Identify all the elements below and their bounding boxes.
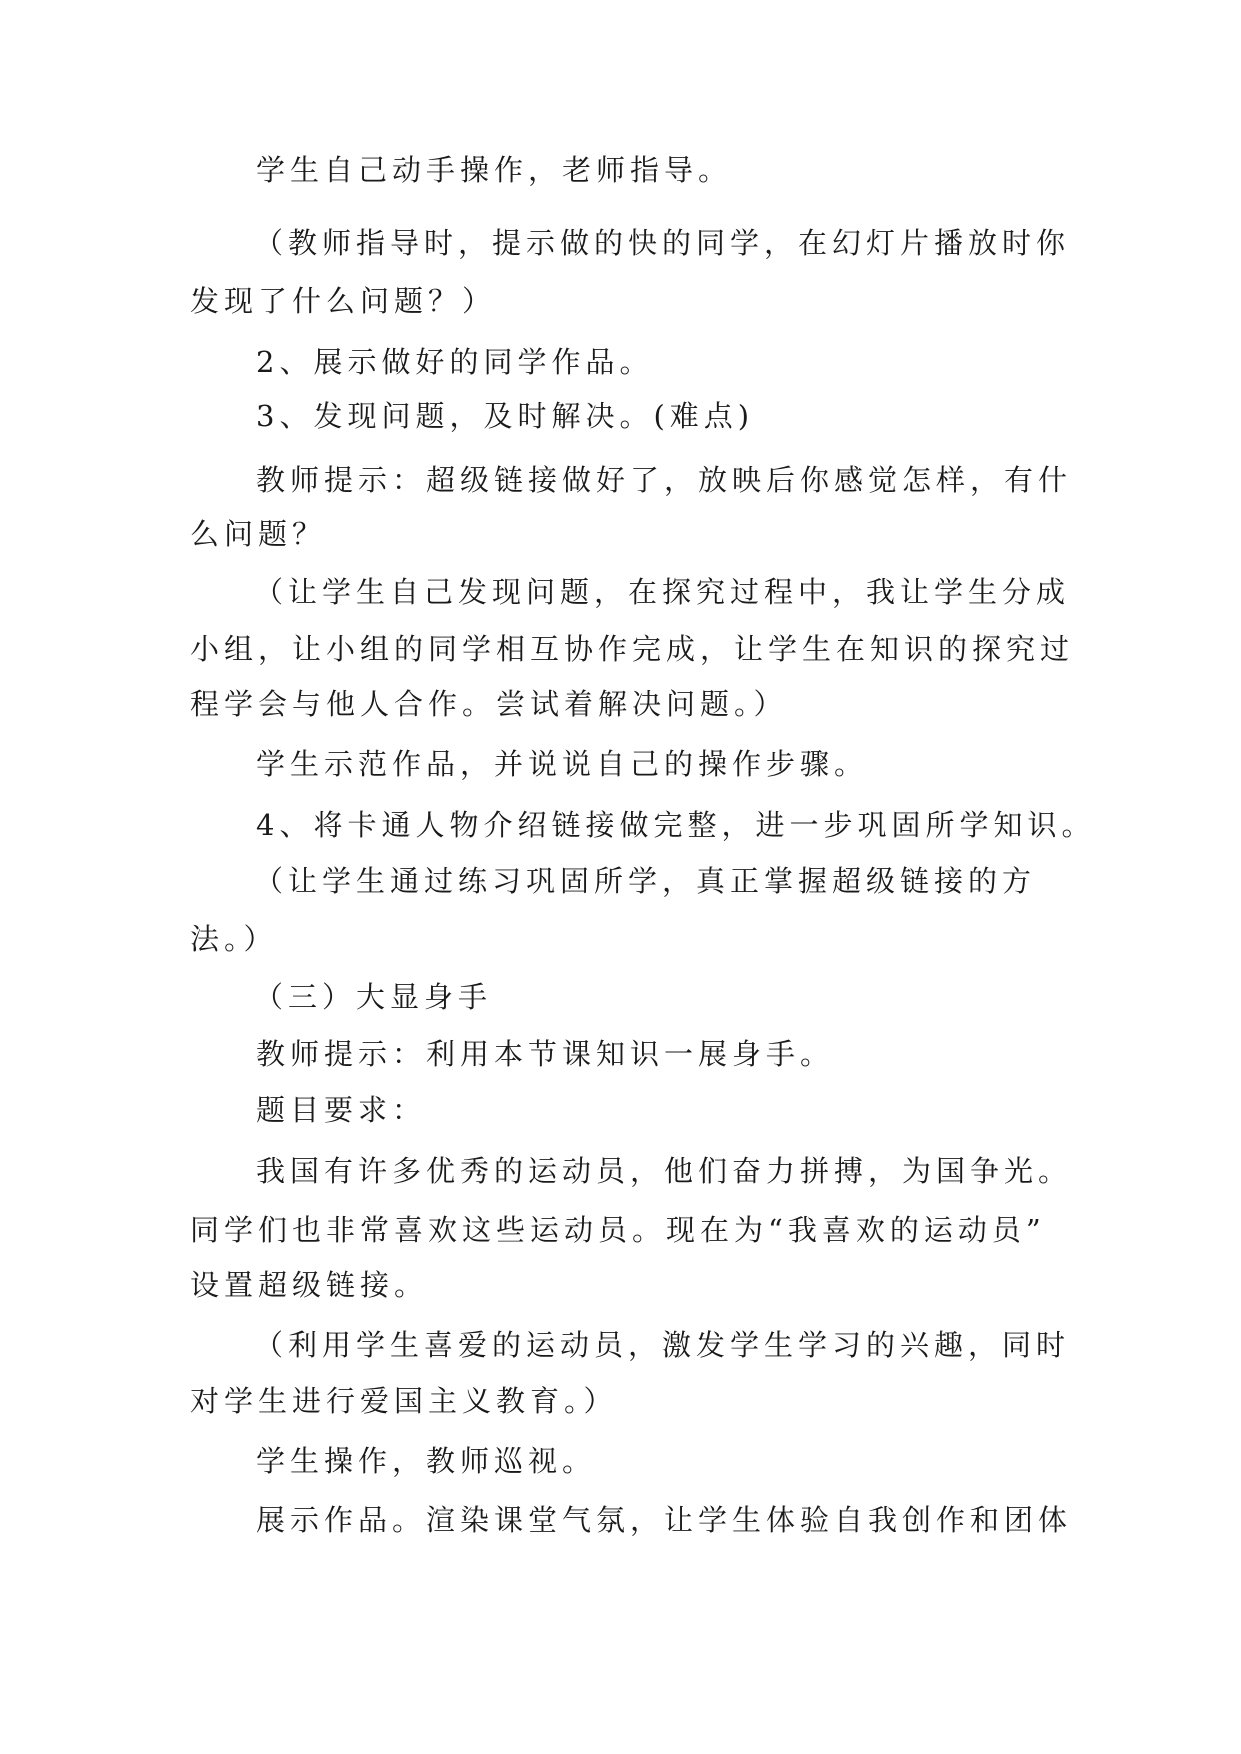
text-line: 3、发现问题，及时解决。(难点) — [256, 399, 755, 433]
text-line: 教师提示：超级链接做好了，放映后你感觉怎样，有什 — [256, 463, 1073, 497]
text-line: 题目要求： — [256, 1093, 427, 1127]
text-line: 学生示范作品，并说说自己的操作步骤。 — [256, 747, 869, 781]
text-line: （利用学生喜爱的运动员，激发学生学习的兴趣，同时 — [254, 1328, 1071, 1362]
text-line: （让学生通过练习巩固所学，真正掌握超级链接的方 — [254, 864, 1037, 898]
section-heading: （三）大显身手 — [254, 980, 493, 1014]
text-line: 对学生进行爱国主义教育。） — [190, 1384, 618, 1418]
text-line: 法。） — [190, 922, 278, 956]
text-line: 我国有许多优秀的运动员，他们奋力拼搏，为国争光。 — [256, 1154, 1073, 1188]
text-line: 发现了什么问题？） — [190, 284, 497, 318]
text-line: 4、将卡通人物介绍链接做完整，进一步巩固所学知识。 — [256, 808, 1096, 842]
text-line: 学生自己动手操作，老师指导。 — [256, 153, 733, 187]
text-line: 教师提示：利用本节课知识一展身手。 — [256, 1037, 835, 1071]
text-line: 展示作品。渲染课堂气氛，让学生体验自我创作和团体 — [256, 1503, 1073, 1537]
text-line: （让学生自己发现问题，在探究过程中，我让学生分成 — [254, 575, 1071, 609]
text-line: 2、展示做好的同学作品。 — [256, 345, 654, 379]
text-line: 设置超级链接。 — [190, 1268, 429, 1302]
text-line: （教师指导时，提示做的快的同学，在幻灯片播放时你 — [254, 226, 1071, 260]
text-line: 学生操作，教师巡视。 — [256, 1444, 597, 1478]
text-line: 小组，让小组的同学相互协作完成，让学生在知识的探究过 — [190, 632, 1075, 666]
text-line: 程学会与他人合作。尝试着解决问题。） — [190, 687, 788, 721]
text-line: 么问题？ — [190, 517, 327, 551]
text-line: 同学们也非常喜欢这些运动员。现在为“我喜欢的运动员” — [190, 1213, 1046, 1247]
